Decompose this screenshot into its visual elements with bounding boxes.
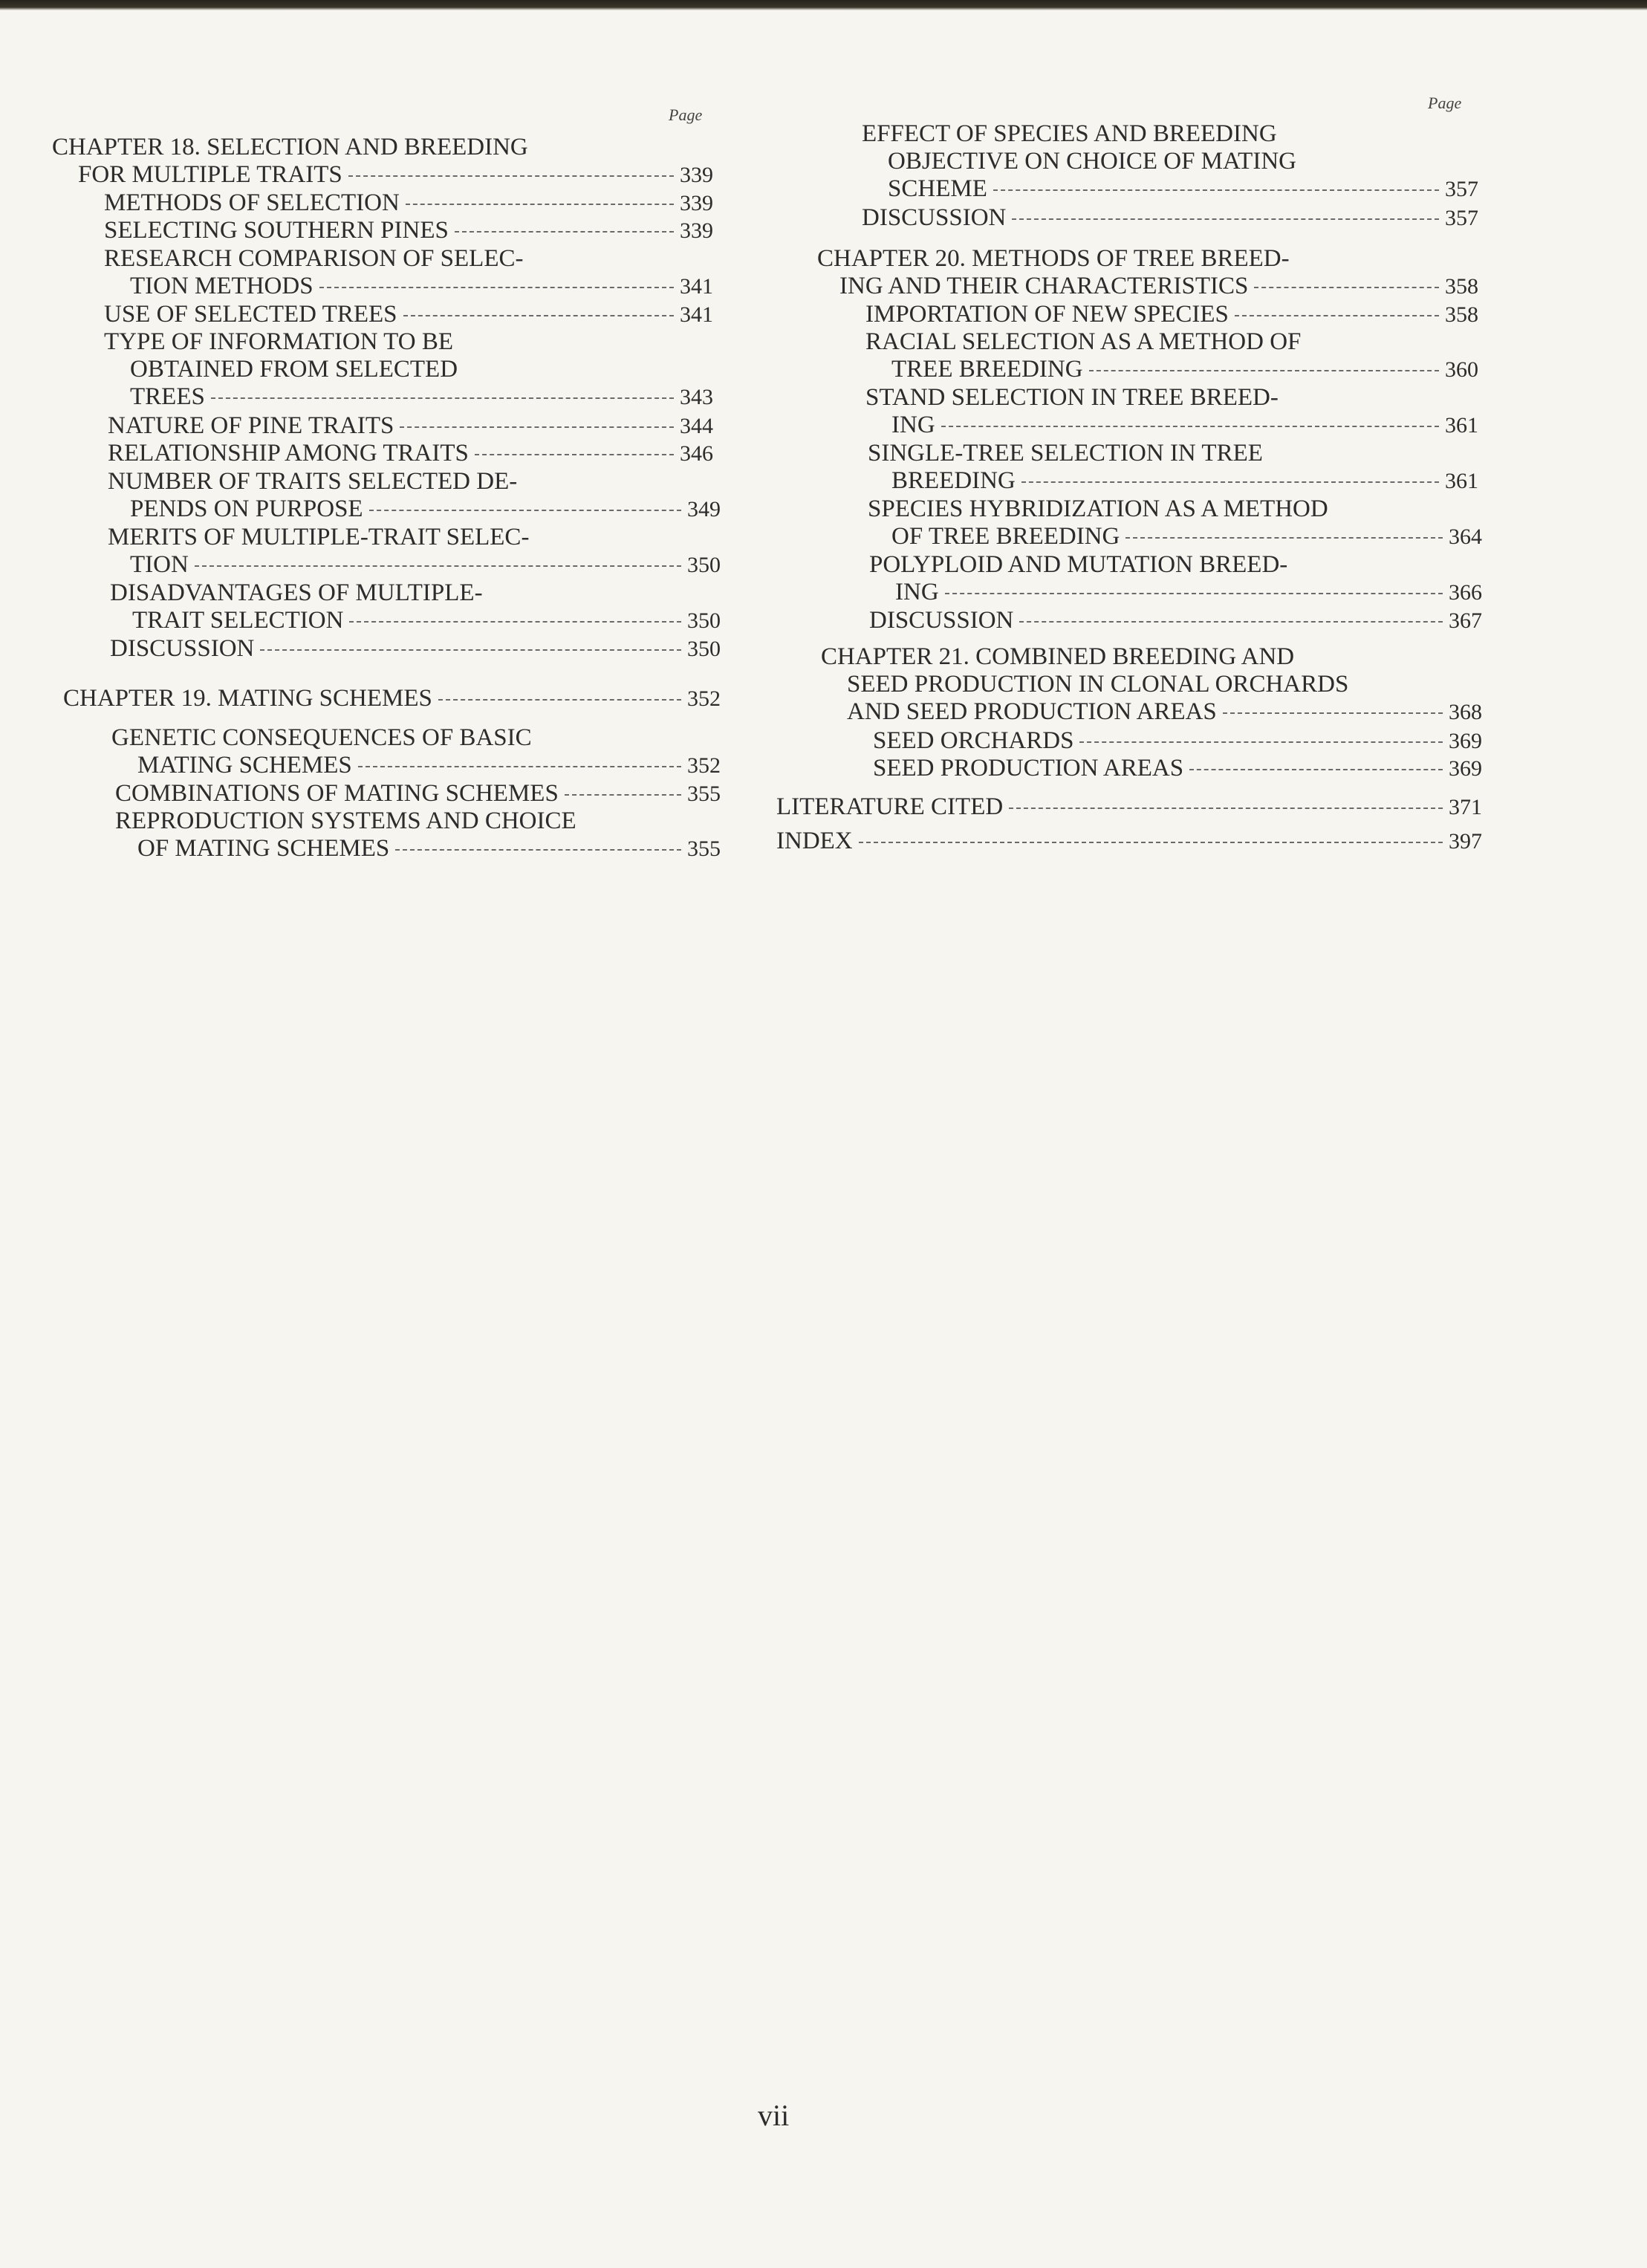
toc-entry-title: GENETIC CONSEQUENCES OF BASIC <box>111 724 532 751</box>
toc-entry-line <box>45 356 713 383</box>
toc-entry-title: PENDS ON PURPOSE <box>130 495 363 522</box>
toc-entry-page: 364 <box>1449 524 1482 549</box>
toc-entry <box>773 828 1482 855</box>
toc-entry-page: 355 <box>687 782 721 806</box>
toc-entry <box>45 780 721 808</box>
toc-entry-line <box>45 579 721 607</box>
toc-entry-line <box>773 793 1482 821</box>
toc-entry-line <box>45 245 713 273</box>
toc-entry-page: 343 <box>680 385 713 409</box>
toc-entry <box>773 727 1482 755</box>
toc-entry-title: OF MATING SCHEMES <box>137 835 390 862</box>
toc-entry-line <box>773 828 1482 855</box>
dot-leader <box>195 565 681 567</box>
toc-entry <box>45 685 721 712</box>
toc-entry-line <box>773 495 1482 523</box>
toc-entry-line <box>773 607 1482 634</box>
toc-entry-line <box>45 495 721 523</box>
toc-entry <box>45 808 721 862</box>
toc-entry-page: 358 <box>1445 274 1478 299</box>
toc-entry-page: 369 <box>1449 729 1482 753</box>
toc-entry-line <box>45 328 713 356</box>
toc-entry-line <box>45 161 713 189</box>
toc-entry <box>45 635 721 663</box>
dot-leader <box>358 766 681 767</box>
dot-leader <box>565 794 681 796</box>
toc-entry-title: METHODS OF SELECTION <box>104 189 400 216</box>
toc-entry-title: CHAPTER 20. METHODS OF TREE BREED- <box>817 245 1290 272</box>
toc-entry-page: 341 <box>680 302 713 327</box>
toc-entry-page: 344 <box>680 414 713 438</box>
toc-entry-page: 350 <box>687 637 721 661</box>
dot-leader <box>438 699 681 701</box>
toc-entry-title: AND SEED PRODUCTION AREAS <box>847 698 1217 725</box>
toc-entry <box>773 643 1482 726</box>
toc-entry-title: TREE BREEDING <box>891 356 1083 383</box>
toc-entry-line <box>45 835 721 862</box>
toc-entry <box>773 551 1482 606</box>
toc-entry-line <box>45 301 713 328</box>
toc-entry-title: ING <box>895 579 939 605</box>
toc-entry-page: 355 <box>687 836 721 861</box>
toc-entry <box>45 440 713 467</box>
toc-entry-page: 357 <box>1445 177 1478 201</box>
toc-entry <box>773 495 1482 550</box>
toc-entry-title: SINGLE-TREE SELECTION IN TREE <box>868 440 1263 467</box>
toc-entry-title: BREEDING <box>891 467 1016 494</box>
dot-leader <box>1189 769 1443 770</box>
toc-entry-line <box>773 440 1478 467</box>
toc-entry <box>45 245 713 300</box>
toc-entry-line <box>45 724 721 752</box>
toc-entry-line <box>45 524 721 551</box>
toc-entry-title: STAND SELECTION IN TREE BREED- <box>865 384 1279 411</box>
toc-entry-page: 339 <box>680 163 713 187</box>
toc-entry-page: 369 <box>1449 756 1482 781</box>
toc-entry <box>45 134 713 189</box>
toc-entry-title: NATURE OF PINE TRAITS <box>108 412 394 439</box>
toc-entry-line <box>773 523 1482 550</box>
dot-leader <box>475 454 674 455</box>
toc-entry-title: CHAPTER 18. SELECTION AND BREEDING <box>52 134 528 160</box>
toc-entry-title: DISCUSSION <box>869 607 1014 634</box>
toc-entry-title: FOR MULTIPLE TRAITS <box>78 161 342 188</box>
toc-entry-title: SEED PRODUCTION IN CLONAL ORCHARDS <box>847 671 1349 698</box>
toc-entry-page: 339 <box>680 218 713 243</box>
toc-entry-title: USE OF SELECTED TREES <box>104 301 397 328</box>
toc-entry <box>45 217 713 244</box>
dot-leader <box>941 426 1439 427</box>
toc-entry-line <box>45 780 721 808</box>
toc-entry-title: RELATIONSHIP AMONG TRAITS <box>108 440 469 467</box>
toc-entry-page: 371 <box>1449 795 1482 819</box>
toc-entry-title: MERITS OF MULTIPLE-TRAIT SELEC- <box>108 524 530 550</box>
toc-entry-line <box>773 579 1482 606</box>
toc-entry-title: EFFECT OF SPECIES AND BREEDING <box>862 120 1277 147</box>
toc-entry-title: RACIAL SELECTION AS A METHOD OF <box>865 328 1302 355</box>
toc-entry-title: SELECTING SOUTHERN PINES <box>104 217 449 244</box>
toc-entry-title: ING <box>891 412 935 438</box>
toc-entry-line <box>45 189 713 217</box>
dot-leader <box>1254 287 1439 288</box>
dot-leader <box>211 397 674 399</box>
toc-entry-page: 341 <box>680 274 713 299</box>
toc-entry-title: INDEX <box>776 828 853 854</box>
dot-leader <box>369 510 681 511</box>
dot-leader <box>945 593 1443 594</box>
toc-entry-title: DISCUSSION <box>110 635 255 662</box>
toc-entry <box>45 468 721 523</box>
toc-entry <box>45 579 721 634</box>
toc-entry <box>773 384 1478 439</box>
page-column-label: Page <box>669 105 703 124</box>
toc-entry-title: LITERATURE CITED <box>776 793 1004 820</box>
toc-entry-line <box>45 685 721 712</box>
dot-leader <box>403 315 674 316</box>
toc-entry-line <box>45 808 721 835</box>
toc-entry-line <box>773 245 1478 273</box>
toc-entry-title: DISADVANTAGES OF MULTIPLE- <box>110 579 483 606</box>
toc-entry-title: CHAPTER 19. MATING SCHEMES <box>63 685 432 712</box>
dot-leader <box>1021 481 1439 483</box>
toc-entry-page: 339 <box>680 191 713 215</box>
toc-entry-line <box>45 383 713 411</box>
toc-entry-line <box>773 671 1482 698</box>
toc-entry-line <box>773 148 1478 175</box>
dot-leader <box>455 231 674 233</box>
toc-entry-title: POLYPLOID AND MUTATION BREED- <box>869 551 1288 578</box>
toc-entry-title: ING AND THEIR CHARACTERISTICS <box>839 273 1249 299</box>
page-top-edge <box>0 0 1647 10</box>
toc-entry-title: SEED ORCHARDS <box>873 727 1074 754</box>
toc-entry-title: TREES <box>130 383 205 410</box>
toc-entry-line <box>773 384 1478 412</box>
toc-entry-line <box>45 607 721 634</box>
toc-entry-line <box>45 412 713 440</box>
toc-entry-page: 360 <box>1445 357 1478 382</box>
toc-entry-line <box>773 643 1482 671</box>
dot-leader <box>859 842 1443 843</box>
toc-entry <box>773 607 1482 634</box>
toc-entry <box>45 412 713 440</box>
dot-leader <box>993 189 1439 191</box>
toc-entry <box>773 793 1482 821</box>
dot-leader <box>260 649 681 651</box>
toc-entry-line <box>773 301 1478 328</box>
toc-entry-title: SEED PRODUCTION AREAS <box>873 755 1184 782</box>
toc-entry-line <box>773 204 1478 232</box>
toc-entry-title: OBTAINED FROM SELECTED <box>130 356 458 383</box>
page-column-label: Page <box>1428 94 1462 112</box>
toc-entry-page: 350 <box>687 553 721 577</box>
toc-entry-line <box>773 467 1478 495</box>
dot-leader <box>400 426 674 428</box>
toc-entry-title: OBJECTIVE ON CHOICE OF MATING <box>888 148 1296 175</box>
toc-entry-title: SPECIES HYBRIDIZATION AS A METHOD <box>868 495 1328 522</box>
toc-entry-page: 366 <box>1449 580 1482 605</box>
toc-entry <box>45 724 721 779</box>
toc-entry <box>45 328 713 411</box>
toc-entry-title: COMBINATIONS OF MATING SCHEMES <box>115 780 559 807</box>
toc-entry-page: 357 <box>1445 206 1478 230</box>
toc-entry-title: TRAIT SELECTION <box>132 607 344 634</box>
toc-entry <box>45 524 721 579</box>
dot-leader <box>1019 621 1443 623</box>
toc-entry-page: 368 <box>1449 700 1482 724</box>
toc-entry-title: RESEARCH COMPARISON OF SELEC- <box>104 245 524 272</box>
toc-entry-line <box>773 120 1478 148</box>
dot-leader <box>319 287 674 288</box>
toc-entry <box>773 440 1478 495</box>
toc-entry-line <box>773 328 1478 356</box>
toc-entry-line <box>773 412 1478 439</box>
toc-entry <box>45 301 713 328</box>
toc-entry <box>773 301 1478 328</box>
toc-entry-title: MATING SCHEMES <box>137 752 352 779</box>
toc-entry-title: CHAPTER 21. COMBINED BREEDING AND <box>821 643 1295 670</box>
toc-entry-line <box>773 551 1482 579</box>
toc-entry-line <box>773 175 1478 203</box>
toc-entry-line <box>773 727 1482 755</box>
toc-entry-line <box>773 273 1478 300</box>
toc-entry-line <box>45 440 713 467</box>
toc-entry <box>773 120 1478 203</box>
dot-leader <box>406 204 674 205</box>
toc-entry-line <box>773 698 1482 726</box>
dot-leader <box>1125 537 1443 539</box>
toc-entry-title: IMPORTATION OF NEW SPECIES <box>865 301 1229 328</box>
toc-entry-title: TION <box>130 551 189 578</box>
dot-leader <box>1223 712 1443 714</box>
toc-entry-line <box>45 752 721 779</box>
toc-entry-page: 367 <box>1449 608 1482 633</box>
toc-entry-title: SCHEME <box>888 175 987 202</box>
dot-leader <box>1009 808 1443 809</box>
toc-entry <box>773 245 1478 300</box>
toc-entry-page: 358 <box>1445 302 1478 327</box>
toc-entry-page: 352 <box>687 686 721 711</box>
toc-entry-title: OF TREE BREEDING <box>891 523 1120 550</box>
dot-leader <box>1079 741 1443 743</box>
dot-leader <box>1089 370 1439 371</box>
toc-entry-line <box>773 356 1478 383</box>
toc-entry-page: 361 <box>1445 413 1478 438</box>
toc-entry-title: DISCUSSION <box>862 204 1007 231</box>
toc-entry-line <box>45 217 713 244</box>
toc-entry-line <box>45 273 713 300</box>
toc-entry-page: 346 <box>680 441 713 466</box>
dot-leader <box>349 621 681 623</box>
toc-entry-line <box>45 635 721 663</box>
toc-entry-page: 397 <box>1449 829 1482 854</box>
dot-leader <box>1012 218 1439 220</box>
toc-entry-title: REPRODUCTION SYSTEMS AND CHOICE <box>115 808 576 834</box>
toc-entry-title: TION METHODS <box>130 273 314 299</box>
toc-entry-title: NUMBER OF TRAITS SELECTED DE- <box>108 468 518 495</box>
toc-entry-page: 350 <box>687 608 721 633</box>
dot-leader <box>348 175 674 177</box>
toc-entry-title: TYPE OF INFORMATION TO BE <box>104 328 453 355</box>
dot-leader <box>1235 315 1439 316</box>
toc-entry-line <box>45 468 721 495</box>
toc-entry-page: 352 <box>687 753 721 778</box>
toc-entry <box>773 204 1478 232</box>
toc-entry <box>773 755 1482 782</box>
toc-entry-line <box>45 551 721 579</box>
toc-entry-line <box>45 134 713 161</box>
toc-entry-page: 349 <box>687 497 721 521</box>
dot-leader <box>395 849 681 851</box>
toc-entry-line <box>773 755 1482 782</box>
toc-entry <box>773 328 1478 383</box>
toc-entry-page: 361 <box>1445 469 1478 493</box>
page-number: vii <box>758 2099 790 2132</box>
toc-entry <box>45 189 713 217</box>
